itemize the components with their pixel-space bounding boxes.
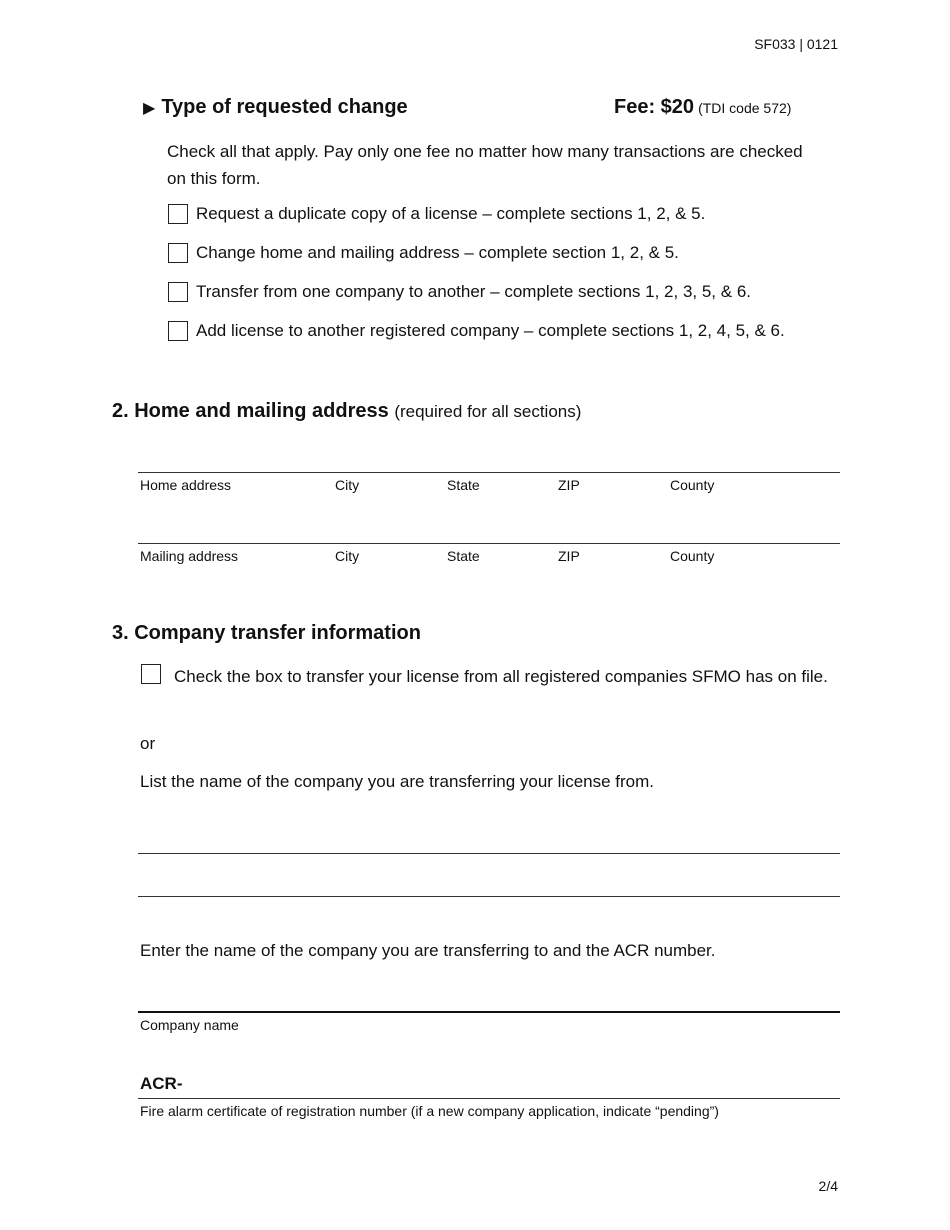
company-name-line[interactable] [138,1011,840,1013]
or-text: or [140,734,156,753]
option-duplicate-license [168,204,705,224]
acr-note: Fire alarm certificate of registration number (if a new company application, indicate “pending”) [140,1103,719,1119]
fee-label [614,96,791,119]
transfer-from-instruction: List the name of the company you are transferring your license from. [140,772,655,791]
option-transfer-company [168,282,751,302]
triangle-right-icon: ▶ [143,100,156,117]
option-add-license [168,321,785,341]
home-zip-label: ZIP [558,477,580,493]
option-change-address [168,243,679,263]
option-address-label: Change home and mailing address – complete section 1, 2, & 5. [196,243,679,262]
option-duplicate-checkbox[interactable] [168,204,188,224]
mailing-zip-label: ZIP [558,548,580,564]
acr-number-line[interactable] [138,1098,840,1099]
fee-code: (TDI code 572) [698,100,792,116]
option-add-license-label: Add license to another registered company – complete sections 1, 2, 4, 5, & 6. [196,321,785,340]
section-3-title: 3. Company transfer information [112,622,421,644]
section-2-title [112,400,581,423]
acr-prefix: ACR- [140,1074,183,1093]
home-address-line[interactable] [138,472,840,473]
transfer-from-line-2[interactable] [138,896,840,897]
home-county-label: County [670,477,715,493]
section-2-subtitle: (required for all sections) [394,402,582,421]
option-transfer-checkbox[interactable] [168,282,188,302]
home-city-label: City [335,477,360,493]
home-address-label: Home address [140,477,232,493]
form-code: SF033 | 0121 [754,36,838,52]
section-2-title-text: 2. Home and mailing address [112,400,389,422]
section-1-intro: Check all that apply. Pay only one fee no matter how many transactions are checked on this form. [167,142,803,188]
fee-amount: Fee: $20 [614,96,695,118]
mailing-city-label: City [335,548,360,564]
transfer-from-line-1[interactable] [138,853,840,854]
section-1-title [143,96,408,119]
mailing-county-label: County [670,548,715,564]
section-1-title-text: Type of requested change [161,96,408,118]
option-add-license-checkbox[interactable] [168,321,188,341]
mailing-address-line[interactable] [138,543,840,544]
transfer-to-instruction: Enter the name of the company you are transferring to and the ACR number. [140,941,716,960]
mailing-address-label: Mailing address [140,548,239,564]
option-duplicate-label: Request a duplicate copy of a license – complete sections 1, 2, & 5. [196,204,706,223]
mailing-state-label: State [447,548,480,564]
option-transfer-label: Transfer from one company to another – complete sections 1, 2, 3, 5, & 6. [196,282,751,301]
option-address-checkbox[interactable] [168,243,188,263]
page-number: 2/4 [818,1178,838,1194]
transfer-all-text: Check the box to transfer your license from all registered companies SFMO has on file. [174,667,828,686]
home-state-label: State [447,477,480,493]
company-name-label: Company name [140,1017,239,1033]
